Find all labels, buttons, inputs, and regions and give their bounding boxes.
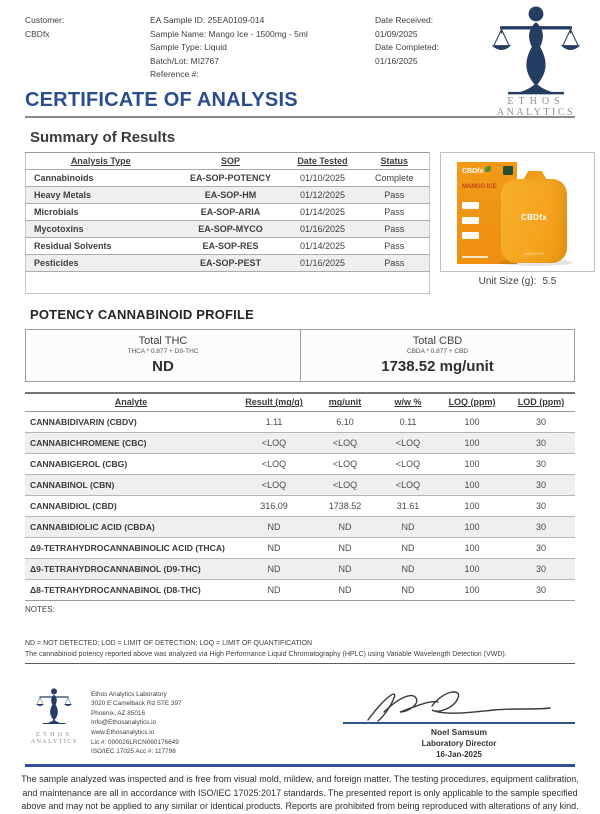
device-brand-label: CBDfx: [521, 213, 547, 222]
potency-heading: POTENCY CANNABINOID PROFILE: [30, 307, 255, 322]
field-label: Date Received:: [375, 15, 434, 25]
table-cell: <LOQ: [311, 474, 379, 495]
field-line: Batch/Lot: MI2767: [150, 55, 219, 66]
table-cell: 6.10: [336, 416, 354, 427]
ethos-logo: [480, 4, 592, 118]
table-row: [26, 204, 430, 221]
logo-line1: ETHOS: [507, 96, 565, 107]
logo-line2: ANALYTICS: [496, 107, 576, 118]
table-cell: EA-SOP-POTENCY: [176, 170, 286, 187]
table-cell: ND: [311, 516, 379, 537]
footer: [25, 686, 575, 759]
signature-block: [343, 686, 575, 759]
table-cell: CANNABICHROMENE (CBC): [25, 432, 237, 453]
disclaimer-text: The sample analyzed was inspected and is free from visual mold, mildew, and foreign matter. The testing procedures, equipment calibration, and maintenance are all in accordance with ISO/IEC 17025:2017 standards. The presented report is only applicable to the sample specified above and may not be applied to any similar or identical products. Reports are prohibited from being reproduced with alterations of any kind.: [21, 773, 579, 812]
column-header: Date Tested: [297, 156, 348, 166]
table-cell: ND: [237, 558, 311, 579]
table-cell: 30: [507, 537, 575, 558]
table-row: [25, 432, 575, 453]
signature-date: 16-Jan-2025: [436, 749, 482, 759]
table-cell: Δ8-TETRAHYDROCANNABINOL (D8-THC): [25, 579, 237, 600]
vape-device: [501, 179, 567, 263]
column-header: Analysis Type: [70, 156, 131, 166]
table-cell: CANNABIDIOLIC ACID (CBDA): [25, 516, 237, 537]
table-cell: ND: [311, 558, 379, 579]
column-header: Result (mg/g): [237, 393, 311, 411]
table-cell: Heavy Metals: [26, 187, 176, 204]
table-cell: CANNABIDIOL (CBD): [25, 495, 237, 516]
device-flavor-label: MANGO ICE: [523, 252, 545, 256]
table-cell: <LOQ: [379, 432, 437, 453]
table-cell: ND: [311, 537, 379, 558]
total-cbd-formula: CBDA * 0.877 + CBD: [406, 348, 469, 355]
table-cell: Pass: [360, 238, 430, 255]
table-cell: <LOQ: [237, 474, 311, 495]
table-cell: <LOQ: [311, 453, 379, 474]
list-item: ISO/IEC 17025 Acc #: 117798: [91, 748, 176, 756]
unit-size: [440, 276, 595, 287]
table-cell: 30: [507, 579, 575, 600]
table-cell: <LOQ: [311, 432, 379, 453]
list-item: Lic #: 000026LRCN060176649: [91, 738, 179, 746]
table-cell: ND: [379, 579, 437, 600]
table-cell: Δ9-TETRAHYDROCANNABINOL (D9-THC): [25, 558, 237, 579]
table-cell: 01/12/2025: [286, 187, 360, 204]
table-row: [25, 474, 575, 495]
table-cell: Cannabinoids: [26, 170, 176, 187]
list-item: 3020 E Camelback Rd STE 397: [91, 700, 182, 708]
field-value: CBDfx: [25, 28, 50, 39]
table-cell: 30: [535, 416, 546, 427]
unit-size-label: Unit Size (g):: [478, 276, 537, 287]
lady-justice-scales-icon: [486, 4, 586, 96]
ethos-wordmark: [480, 96, 592, 118]
table-cell: 1.11: [265, 416, 283, 427]
page-title: CERTIFICATE OF ANALYSIS: [25, 89, 298, 111]
total-thc-cell: [26, 330, 300, 381]
field-line: Reference #:: [150, 69, 199, 80]
field-label: Date Completed:: [375, 42, 439, 53]
summary-empty-row: [26, 272, 430, 294]
table-cell: Pesticides: [26, 255, 176, 272]
table-cell: 100: [437, 453, 507, 474]
table-cell: 01/16/2025: [286, 221, 360, 238]
legend-line1: ND = NOT DETECTED; LOD = LIMIT OF DETECTION; LOQ = LIMIT OF QUANTIFICATION: [25, 639, 313, 647]
table-cell: EA-SOP-PEST: [176, 255, 286, 272]
table-row: [26, 170, 430, 187]
footer-divider: [25, 764, 575, 767]
notes-label: NOTES:: [25, 604, 55, 614]
table-cell: 01/14/2025: [286, 204, 360, 221]
table-cell: 30: [507, 432, 575, 453]
table-cell: 30: [507, 453, 575, 474]
table-row: [25, 495, 575, 516]
document-header: [0, 0, 600, 118]
column-header: LOQ (ppm): [437, 393, 507, 411]
table-cell: <LOQ: [237, 432, 311, 453]
table-cell: 100: [437, 516, 507, 537]
table-cell: EA-SOP-MYCO: [176, 221, 286, 238]
footer-ethos-logo: [25, 686, 83, 759]
list-item: Ethos Analytics Laboratory: [91, 690, 167, 698]
table-cell: 30: [507, 558, 575, 579]
table-cell: ND: [237, 537, 311, 558]
summary-heading: Summary of Results: [30, 129, 176, 146]
table-cell: Pass: [360, 255, 430, 272]
table-cell: Pass: [360, 221, 430, 238]
table-cell: Microbials: [26, 204, 176, 221]
table-cell: 01/14/2025: [286, 238, 360, 255]
table-row: [25, 579, 575, 600]
table-cell: 100: [437, 537, 507, 558]
legend-line2: The cannabinoid potency reported above was analyzed via High Performance Liquid Chromatography (HPLC) using Variable Wavelength Detection (VWD).: [25, 651, 507, 659]
signature-icon: [354, 686, 564, 724]
list-item: Info@Ethosanalytics.io: [91, 719, 157, 727]
signatory-title: Laboratory Director: [421, 738, 497, 748]
table-cell: 01/10/2025: [286, 170, 360, 187]
table-row: [25, 453, 575, 474]
table-cell: Δ9-TETRAHYDROCANNABINOLIC ACID (THCA): [25, 537, 237, 558]
lab-address-block: [91, 690, 182, 759]
analyte-table: [25, 392, 575, 601]
footer-logo-line1: ETHOS: [36, 730, 72, 738]
table-cell: 316.09: [237, 495, 311, 516]
table-row: [25, 411, 575, 432]
total-thc-value: ND: [152, 358, 174, 375]
analyte-header-row: [25, 393, 575, 411]
unit-size-value: 5.5: [542, 276, 557, 287]
signature-line: [343, 722, 575, 724]
table-cell: CANNABIDIVARIN (CBDV): [30, 416, 137, 427]
table-cell: 30: [507, 495, 575, 516]
field-line: EA Sample ID: 25EA0109-014: [150, 15, 265, 25]
table-cell: 100: [464, 416, 480, 427]
packaging-brand-label: CBDfx: [462, 168, 484, 175]
sample-info-block: [150, 14, 308, 82]
lady-justice-scales-icon: [34, 686, 74, 726]
column-header: w/w %: [379, 393, 437, 411]
legend-block: [25, 638, 575, 664]
total-thc-formula: THCA * 0.877 + D9-THC: [127, 348, 199, 355]
totals-box: [25, 329, 575, 382]
dates-block: [375, 14, 439, 68]
table-cell: 100: [437, 474, 507, 495]
column-header: LOD (ppm): [507, 393, 575, 411]
table-cell: 31.61: [379, 495, 437, 516]
field-label: Customer:: [25, 15, 65, 25]
packaging-info-chip: [462, 202, 479, 209]
packaging-flavor-label: MANGO ICE: [462, 184, 497, 190]
leaf-icon: [485, 166, 491, 172]
table-cell: CANNABIGEROL (CBG): [25, 453, 237, 474]
table-row: [25, 516, 575, 537]
table-cell: CANNABINOL (CBN): [25, 474, 237, 495]
table-cell: Residual Solvents: [26, 238, 176, 255]
table-cell: EA-SOP-RES: [176, 238, 286, 255]
table-cell: 100: [437, 579, 507, 600]
table-cell: ND: [379, 516, 437, 537]
list-item: www.Ethosanalytics.io: [91, 729, 155, 737]
title-divider: [25, 116, 575, 118]
table-cell: Complete: [360, 170, 430, 187]
packaging-badge: [503, 166, 513, 175]
total-thc-title: Total THC: [138, 335, 188, 347]
customer-block: [25, 14, 64, 41]
table-cell: Pass: [360, 204, 430, 221]
table-cell: 100: [437, 495, 507, 516]
summary-table: [25, 152, 430, 294]
table-cell: ND: [237, 579, 311, 600]
table-cell: 0.11: [399, 416, 417, 427]
packaging-footnote: [462, 256, 488, 259]
field-line: Sample Name: Mango Ice - 1500mg - 5ml: [150, 28, 308, 39]
field-value: 01/09/2025: [375, 28, 418, 39]
table-cell: 01/16/2025: [286, 255, 360, 272]
signatory-name: Noel Samsum: [430, 726, 488, 737]
column-header: SOP: [220, 156, 240, 166]
table-cell: 30: [507, 516, 575, 537]
column-header: Status: [380, 156, 408, 166]
table-cell: ND: [379, 537, 437, 558]
table-cell: ND: [311, 579, 379, 600]
table-row: [26, 238, 430, 255]
table-cell: Pass: [360, 187, 430, 204]
product-photo: [440, 152, 595, 272]
table-row: [26, 221, 430, 238]
table-cell: 1738.52: [311, 495, 379, 516]
product-image-column: [440, 152, 595, 294]
table-cell: <LOQ: [379, 453, 437, 474]
table-cell: ND: [379, 558, 437, 579]
total-cbd-value: 1738.52 mg/unit: [381, 358, 494, 375]
table-row: [26, 187, 430, 204]
table-cell: ND: [237, 516, 311, 537]
packaging-info-chip: [462, 232, 479, 239]
table-cell: Mycotoxins: [26, 221, 176, 238]
footer-ethos-wordmark: [25, 731, 83, 745]
table-row: [25, 558, 575, 579]
table-row: [26, 255, 430, 272]
table-cell: EA-SOP-HM: [176, 187, 286, 204]
table-cell: 30: [507, 474, 575, 495]
footer-logo-line2: ANALYTICS: [30, 737, 78, 745]
table-cell: 100: [437, 558, 507, 579]
table-cell: <LOQ: [237, 453, 311, 474]
table-cell: EA-SOP-ARIA: [176, 204, 286, 221]
list-item: Phoenix, AZ 85016: [91, 709, 146, 717]
summary-section: [25, 152, 575, 294]
column-header: Analyte: [25, 393, 237, 411]
column-header: mg/unit: [311, 393, 379, 411]
field-line: Sample Type: Liquid: [150, 42, 227, 53]
packaging-info-chip: [462, 217, 479, 224]
field-value: 01/16/2025: [375, 55, 418, 66]
table-cell: <LOQ: [379, 474, 437, 495]
total-cbd-cell: [300, 330, 574, 381]
table-row: [25, 537, 575, 558]
summary-header-row: [26, 153, 430, 170]
total-cbd-title: Total CBD: [412, 335, 463, 347]
table-cell: 100: [437, 432, 507, 453]
